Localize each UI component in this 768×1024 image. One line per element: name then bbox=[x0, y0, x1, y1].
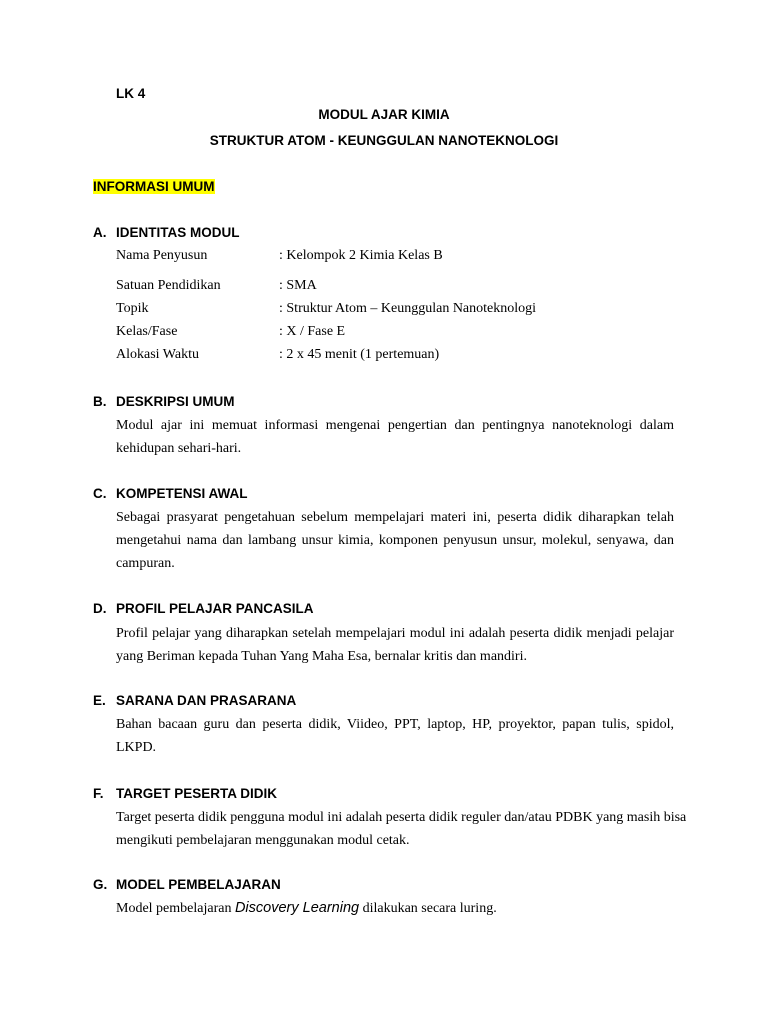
section-letter: F. bbox=[93, 786, 104, 801]
paragraph-line: mengikuti pembelajaran menggunakan modul cetak. bbox=[116, 833, 410, 848]
row-value: : SMA bbox=[279, 278, 317, 293]
row-label: Alokasi Waktu bbox=[116, 347, 199, 362]
emphasis-text: Discovery Learning bbox=[234, 900, 360, 916]
section-title: SARANA DAN PRASARANA bbox=[116, 693, 297, 708]
paragraph-line: campuran. bbox=[116, 556, 175, 571]
section-title: TARGET PESERTA DIDIK bbox=[116, 786, 278, 801]
info-heading-text: INFORMASI UMUM bbox=[93, 179, 215, 194]
document-title: MODUL AJAR KIMIA bbox=[318, 107, 450, 122]
paragraph-line: kehidupan sehari-hari. bbox=[116, 441, 242, 456]
section-paragraph bbox=[116, 414, 674, 460]
section-title: KOMPETENSI AWAL bbox=[116, 486, 248, 501]
paragraph-line: mengetahui nama dan lambang unsur kimia, komponen penyusun unsur, molekul, senyawa, dan bbox=[116, 533, 674, 548]
section-paragraph bbox=[116, 900, 497, 917]
section-letter: E. bbox=[93, 693, 106, 708]
section-paragraph bbox=[116, 713, 674, 759]
lk-label: LK 4 bbox=[116, 86, 146, 101]
section-title: IDENTITAS MODUL bbox=[116, 225, 240, 240]
section-title: DESKRIPSI UMUM bbox=[116, 394, 235, 409]
paragraph-line: yang Beriman kepada Tuhan Yang Maha Esa, bernalar kritis dan mandiri. bbox=[116, 649, 527, 664]
paragraph-line: Profil pelajar yang diharapkan setelah mempelajari modul ini adalah peserta didik menjadi pelajar bbox=[116, 626, 674, 641]
row-label: Nama Penyusun bbox=[116, 248, 208, 263]
section-title: MODEL PEMBELAJARAN bbox=[116, 877, 281, 892]
section-letter: G. bbox=[93, 877, 108, 892]
row-value: : X / Fase E bbox=[279, 324, 346, 339]
row-value: : Kelompok 2 Kimia Kelas B bbox=[279, 248, 443, 263]
paragraph-line: LKPD. bbox=[116, 740, 157, 755]
document-subtitle: STRUKTUR ATOM - KEUNGGULAN NANOTEKNOLOGI bbox=[209, 133, 559, 148]
paragraph-line: Target peserta didik pengguna modul ini adalah peserta didik reguler dan/atau PDBK yang masih bisa bbox=[116, 810, 687, 825]
row-value: : Struktur Atom – Keunggulan Nanoteknologi bbox=[279, 301, 537, 316]
section-letter: B. bbox=[93, 394, 107, 409]
row-label: Topik bbox=[116, 301, 149, 316]
section-paragraph bbox=[116, 806, 692, 852]
section-paragraph bbox=[116, 506, 674, 575]
section-letter: C. bbox=[93, 486, 107, 501]
paragraph-text: Model pembelajaran bbox=[116, 901, 235, 916]
row-value: : 2 x 45 menit (1 pertemuan) bbox=[279, 347, 440, 362]
section-letter: A. bbox=[93, 225, 107, 240]
section-paragraph bbox=[116, 622, 674, 668]
row-label: Satuan Pendidikan bbox=[116, 278, 221, 293]
info-heading bbox=[93, 179, 215, 194]
row-label: Kelas/Fase bbox=[116, 324, 178, 339]
paragraph-text: dilakukan secara luring. bbox=[359, 901, 497, 916]
section-letter: D. bbox=[93, 601, 107, 616]
paragraph-line: Modul ajar ini memuat informasi mengenai pengertian dan pentingnya nanoteknologi dalam bbox=[116, 418, 674, 433]
paragraph-line: Sebagai prasyarat pengetahuan sebelum mempelajari materi ini, peserta didik diharapkan telah bbox=[116, 510, 674, 525]
section-title: PROFIL PELAJAR PANCASILA bbox=[116, 601, 314, 616]
paragraph-line: Bahan bacaan guru dan peserta didik, Viideo, PPT, laptop, HP, proyektor, papan tulis, spidol, bbox=[116, 717, 674, 732]
